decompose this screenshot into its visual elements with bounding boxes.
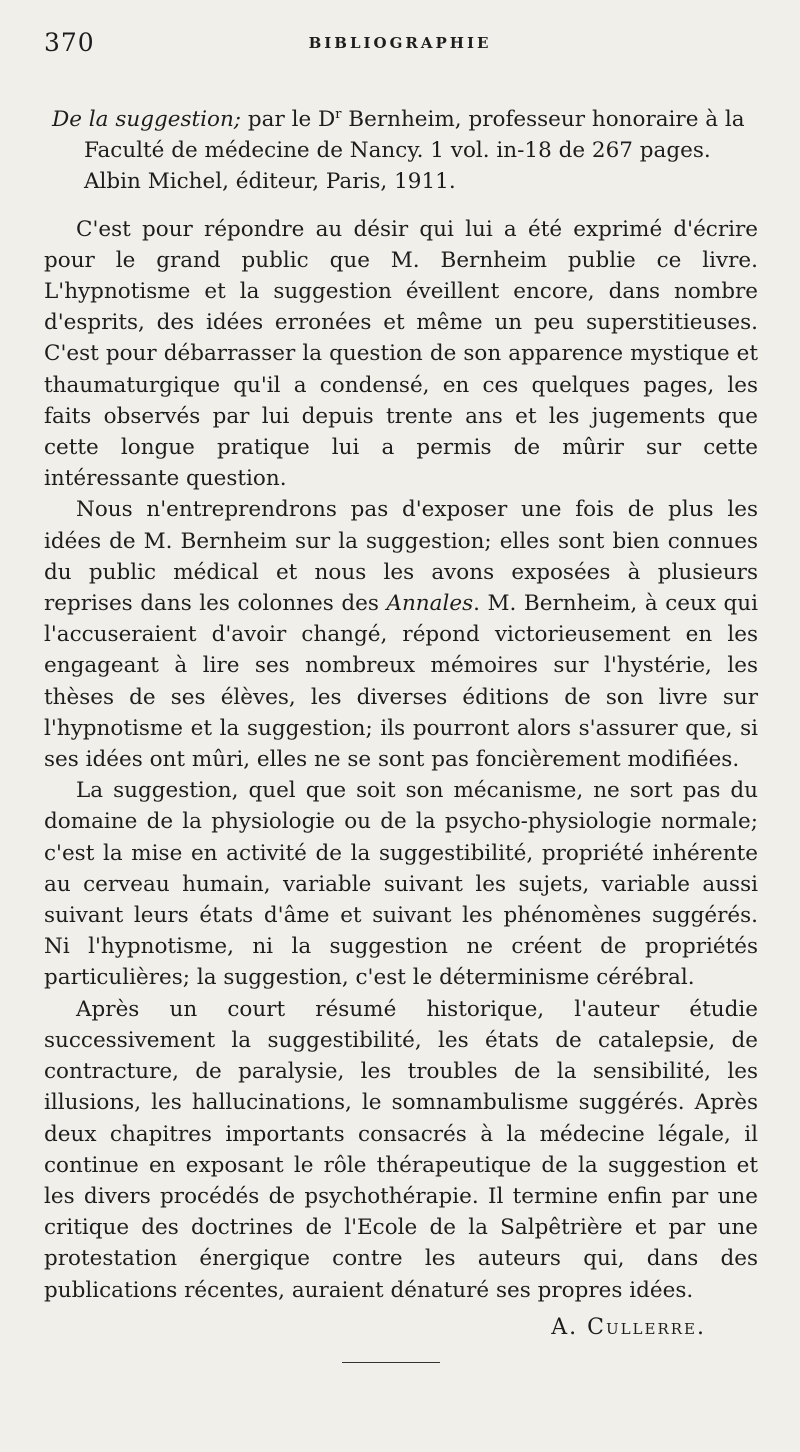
- citation-superscript: r: [335, 106, 342, 122]
- paragraph-2-end: . M. Bernheim, à ceux qui l'accuseraient d'avoir changé, répond victorieusement en les engageant à lire ses nombreux mémoires sur l'hystérie, les thèses de ses élèves, les diverses éditions de son livre sur l'hypnotisme et la suggestion; ils pourront alors s'assurer que, si ses idées ont mûri, elles ne se sont pas foncièrement modifiées.: [44, 591, 758, 773]
- paragraph-4: Après un court résumé historique, l'auteur étudie successivement la suggestibilité, les états de catalepsie, de contracture, de paralysie, les troubles de la sensibilité, les illusions, les hallucinations, le somnambulisme suggérés. Après deux chapitres importants consacrés à la médecine légale, il continue en exposant le rôle thérapeutique de la suggestion et les divers procédés de psychothérapie. Il termine enfin par une critique des doctrines de l'Ecole de la Salpêtrière et par une protestation énergique contre les auteurs qui, dans des publications récentes, auraient dénaturé ses propres idées.: [44, 996, 758, 1303]
- paragraph-2-start: Nous n'entreprendrons pas d'exposer une fois de plus les idées de M. Bernheim sur la suggestion; elles sont bien connues du public médical et nous les avons exposées à plusieurs reprises dans les colonnes des: [44, 497, 758, 617]
- citation-details: Bernheim, professeur honoraire à la Faculté de médecine de Nancy. 1 vol. in-18 de 267 pages. Albin Michel, éditeur, Paris, 1911.: [84, 107, 745, 195]
- citation-author-prefix: par le D: [241, 107, 336, 132]
- closing-rule: [342, 1362, 440, 1363]
- page-content: [44, 104, 758, 1343]
- paragraph-2: [44, 494, 758, 775]
- journal-name: Annales: [386, 591, 474, 617]
- signature: A. Cullerre.: [551, 1314, 706, 1340]
- book-citation: [44, 104, 758, 198]
- book-title: De la suggestion;: [52, 107, 242, 132]
- running-title: BIBLIOGRAPHIE: [308, 34, 492, 52]
- paragraph-1: C'est pour répondre au désir qui lui a été exprimé d'écrire pour le grand public que M. Bernheim publie ce livre. L'hypnotisme et la suggestion éveillent encore, dans nombre d'esprits, des idées erronées et même un peu superstitieuses. C'est pour débarrasser la question de son apparence mystique et thaumaturgique qu'il a condensé, en ces quelques pages, les faits observés par lui depuis trente ans et les jugements que cette longue pratique lui a permis de mûrir sur cette intéressante question.: [44, 216, 758, 492]
- page-number: 370: [44, 28, 95, 57]
- paragraph-3: La suggestion, quel que soit son mécanisme, ne sort pas du domaine de la physiologie ou de la psycho-physiologie normale; c'est la mise en activité de la suggestibilité, propriété inhérente au cerveau humain, variable suivant les sujets, variable aussi suivant leurs états d'âme et suivant les phénomènes suggérés. Ni l'hypnotisme, ni la suggestion ne créent de propriétés particulières; la suggestion, c'est le déterminisme cérébral.: [44, 778, 758, 991]
- running-header: [44, 28, 756, 60]
